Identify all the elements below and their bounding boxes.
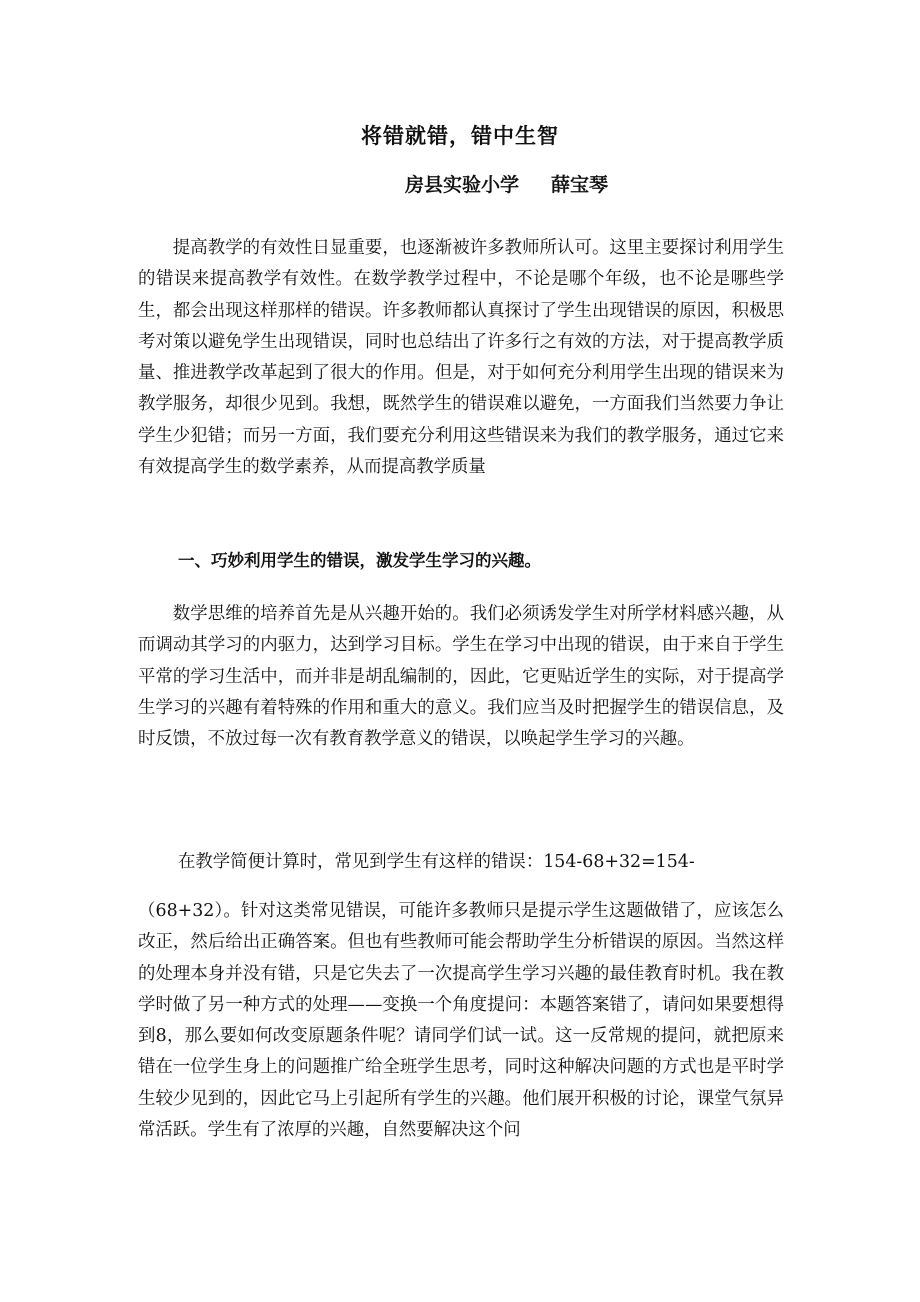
author-name: 薛宝琴 [551,174,609,196]
byline [405,170,608,197]
paragraph-interest: 数学思维的培养首先是从兴趣开始的。我们必须诱发学生对所学材料感兴趣，从而调动其学习的内驱力，达到学习目标。学生在学习中出现的错误，由于来自于学生平常的学习生活中，而并非是胡乱编制的，因此，它更贴近学生的实际，对于提高学生学习的兴趣有着特殊的作用和重大的意义。我们应当及时把握学生的错误信息，及时反馈，不放过每一次有教育教学意义的错误，以唤起学生学习的兴趣。 [138,604,784,750]
paragraph-example-first-line: 在教学简便计算时，常见到学生有这样的错误：154-68+32=154- [178,852,695,872]
school-name: 房县实验小学 [405,174,520,196]
paragraph-intro: 提高教学的有效性日显重要，也逐渐被许多教师所认可。这里主要探讨利用学生的错误来提高教学有效性。在数学教学过程中，不论是哪个年级，也不论是哪些学生，都会出现这样那样的错误。许多教师都认真探讨了学生出现错误的原因，积极思考对策以避免学生出现错误，同时也总结出了许多行之有效的方法，对于提高教学质量、推进教学改革起到了很大的作用。但是，对于如何充分利用学生出现的错误来为教学服务，却很少见到。我想，既然学生的错误难以避免，一方面我们当然要力争让学生少犯错；而另一方面，我们要充分利用这些错误来为我们的教学服务，通过它来有效提高学生的数学素养，从而提高教学质量 [138,238,784,478]
paragraph-example-body: （68+32）。针对这类常见错误，可能许多教师只是提示学生这题做错了，应该怎么改正，然后给出正确答案。但也有些教师可能会帮助学生分析错误的原因。当然这样的处理本身并没有错，只是它失去了一次提高学生学习兴趣的最佳教育时机。我在教学时做了另一种方式的处理——变换一个角度提问：本题答案错了，请问如果要想得到8，那么要如何改变原题条件呢？请同学们试一试。这一反常规的提问，就把原来错在一位学生身上的问题推广给全班学生思考，同时这种解决问题的方式也是平时学生较少见到的，因此它马上引起所有学生的兴趣。他们展开积极的讨论，课堂气氛异常活跃。学生有了浓厚的兴趣，自然要解决这个问 [138,901,784,1141]
section-heading-1: 一、巧妙利用学生的错误，激发学生学习的兴趣。 [178,551,541,570]
document-title: 将错就错，错中生智 [361,124,559,148]
